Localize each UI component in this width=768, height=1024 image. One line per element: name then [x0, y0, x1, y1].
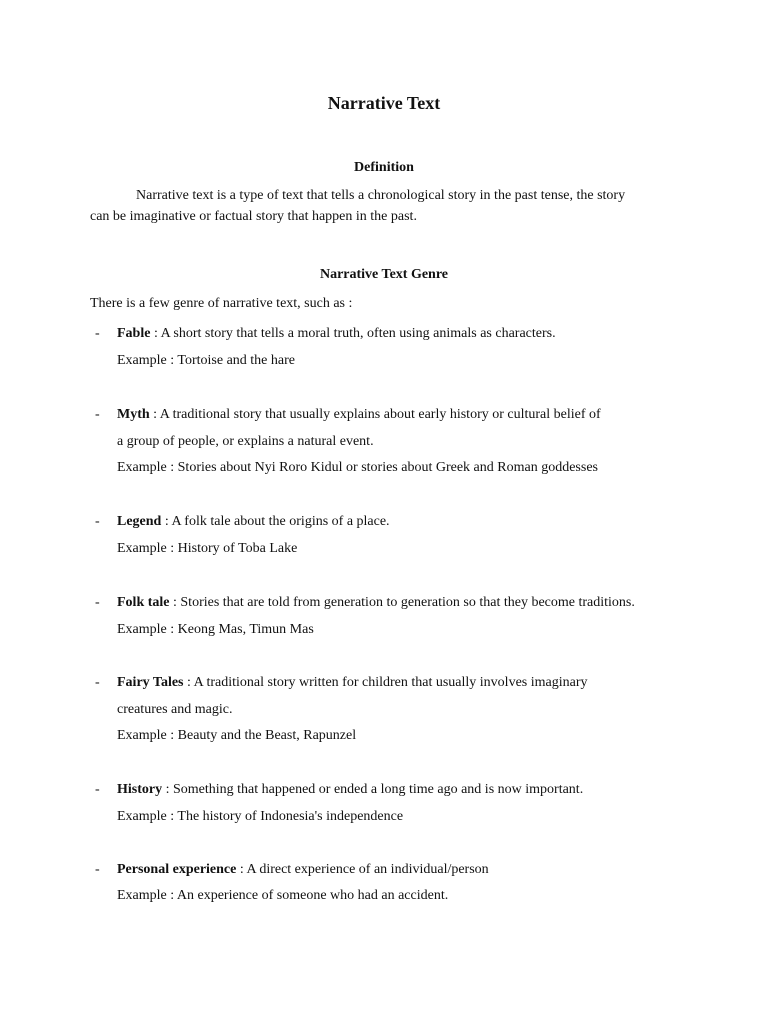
genre-description: : Stories that are told from generation to generation so that they become traditions. — [169, 595, 635, 610]
genre-term: Personal experience — [117, 862, 237, 877]
bullet-dash: - — [95, 782, 100, 797]
genre-term: Legend — [117, 514, 162, 529]
bullet-dash: - — [95, 595, 100, 610]
genre-example: Example : Beauty and the Beast, Rapunzel — [117, 728, 357, 743]
genre-heading: Narrative Text Genre — [319, 267, 449, 282]
genre-example: Example : The history of Indonesia's independence — [117, 809, 404, 824]
genre-description: : A direct experience of an individual/person — [236, 862, 489, 877]
genre-description-continued: creatures and magic. — [117, 702, 233, 717]
bullet-dash: - — [95, 675, 100, 690]
genre-description: : A folk tale about the origins of a place. — [161, 514, 390, 529]
definition-heading: Definition — [354, 160, 414, 175]
genre-description: : Something that happened or ended a long time ago and is now important. — [162, 782, 584, 797]
bullet-dash: - — [95, 514, 100, 529]
genre-example: Example : Keong Mas, Timun Mas — [117, 622, 314, 637]
genre-intro: There is a few genre of narrative text, such as : — [90, 296, 353, 311]
bullet-dash: - — [95, 862, 100, 877]
bullet-dash: - — [95, 407, 100, 422]
genre-description-continued: a group of people, or explains a natural event. — [117, 434, 374, 449]
genre-term: Fairy Tales — [117, 675, 184, 690]
definition-line-2: can be imaginative or factual story that happen in the past. — [90, 209, 417, 224]
bullet-dash: - — [95, 326, 100, 341]
genre-term: Myth — [117, 407, 150, 422]
genre-term: Fable — [117, 326, 151, 341]
genre-description: : A short story that tells a moral truth, often using animals as characters. — [150, 326, 556, 341]
genre-example: Example : Stories about Nyi Roro Kidul or stories about Greek and Roman goddesses — [117, 460, 598, 475]
genre-example: Example : Tortoise and the hare — [117, 353, 295, 368]
page-title: Narrative Text — [327, 93, 441, 113]
genre-description: : A traditional story that usually explains about early history or cultural belief of — [149, 407, 601, 422]
genre-term: Folk tale — [117, 595, 170, 610]
genre-example: Example : An experience of someone who had an accident. — [117, 888, 449, 903]
genre-description: : A traditional story written for children that usually involves imaginary — [183, 675, 588, 690]
definition-line-1: Narrative text is a type of text that tells a chronological story in the past tense, the story — [136, 188, 626, 203]
genre-term: History — [117, 782, 163, 797]
genre-example: Example : History of Toba Lake — [117, 541, 298, 556]
